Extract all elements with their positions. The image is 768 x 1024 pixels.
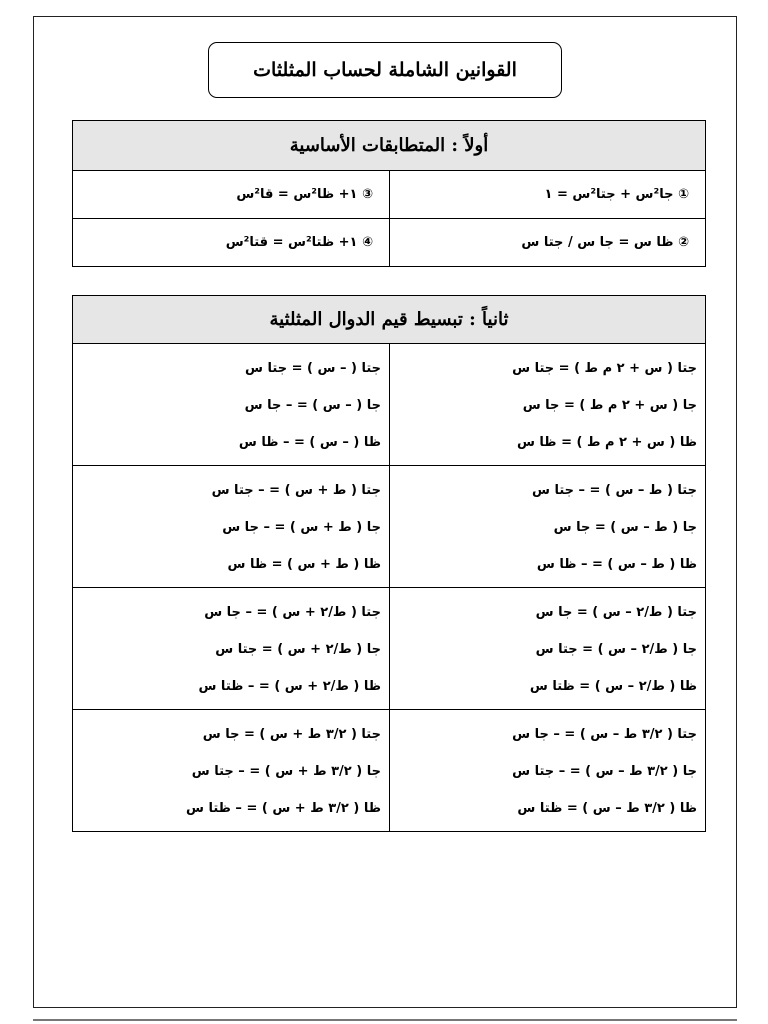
formula-line: جتا ( س + ٢ م ط ) = جتا س bbox=[512, 361, 697, 376]
bottom-rule bbox=[33, 1019, 737, 1021]
table-row bbox=[73, 709, 705, 831]
formula-line: جا ( س + ٢ م ط ) = جا س bbox=[522, 398, 697, 413]
formula-line: ظا ( ط/٢ + س ) = – ظتا س bbox=[198, 679, 381, 694]
formula-line: جا ( ط/٢ + س ) = جتا س bbox=[215, 642, 381, 657]
table-row bbox=[73, 465, 705, 587]
formula-cell bbox=[73, 466, 389, 587]
formula-line: ظا ( ٣/٢ ط + س ) = – ظتا س bbox=[186, 801, 381, 816]
formula-line: جتا ( ط – س ) = – جتا س bbox=[531, 483, 697, 498]
formula-line: ظا ( – س ) = – ظا س bbox=[238, 435, 381, 450]
formula-line: جا ( ط + س ) = – جا س bbox=[222, 520, 381, 535]
formula-line: جتا ( ٣/٢ ط + س ) = جا س bbox=[202, 727, 381, 742]
formula-line: جتا ( ط + س ) = – جتا س bbox=[211, 483, 381, 498]
section-heading: ثانياً : تبسيط قيم الدوال المثلثية bbox=[73, 296, 705, 344]
formula-line: ظا ( ط + س ) = ظا س bbox=[227, 557, 381, 572]
section-heading: أولاً : المتطابقات الأساسية bbox=[73, 121, 705, 171]
formula-cell bbox=[73, 710, 389, 831]
formula-line: جتا ( ط/٢ + س ) = – جا س bbox=[204, 605, 381, 620]
page-title: القوانين الشاملة لحساب المثلثات bbox=[208, 42, 562, 98]
simplification-table bbox=[72, 295, 706, 832]
identity-cell: ④ ١+ ظتا²س = قتا²س bbox=[225, 235, 373, 250]
formula-line: جتا ( ٣/٢ ط – س ) = – جا س bbox=[512, 727, 697, 742]
table-row bbox=[73, 218, 705, 266]
table-row bbox=[73, 344, 705, 465]
formula-line: ظا ( ٣/٢ ط – س ) = ظتا س bbox=[517, 801, 697, 816]
formula-line: جا ( ٣/٢ ط – س ) = – جتا س bbox=[512, 764, 697, 779]
formula-line: ظا ( ط/٢ – س ) = ظتا س bbox=[529, 679, 697, 694]
basic-identities-table bbox=[72, 120, 706, 267]
formula-line: جتا ( ط/٢ – س ) = جا س bbox=[535, 605, 697, 620]
identity-cell: ② ظا س = جا س / جتا س bbox=[389, 219, 705, 266]
formula-cell bbox=[389, 588, 705, 709]
identity-cell: ① جا²س + جتا²س = ١ bbox=[389, 171, 705, 218]
table-row bbox=[73, 587, 705, 709]
formula-cell bbox=[389, 466, 705, 587]
formula-line: جا ( – س ) = – جا س bbox=[244, 398, 381, 413]
formula-line: جا ( ٣/٢ ط + س ) = – جتا س bbox=[191, 764, 381, 779]
formula-cell bbox=[389, 344, 705, 465]
formula-cell bbox=[73, 344, 389, 465]
formula-cell bbox=[73, 588, 389, 709]
formula-line: ظا ( س + ٢ م ط ) = ظا س bbox=[516, 435, 697, 450]
identity-cell: ③ ١+ ظا²س = قا²س bbox=[236, 187, 373, 202]
formula-line: جتا ( – س ) = جتا س bbox=[245, 361, 381, 376]
table-row bbox=[73, 171, 705, 218]
formula-line: جا ( ط – س ) = جا س bbox=[553, 520, 697, 535]
formula-cell bbox=[389, 710, 705, 831]
formula-line: ظا ( ط – س ) = – ظا س bbox=[536, 557, 697, 572]
formula-line: جا ( ط/٢ – س ) = جتا س bbox=[535, 642, 697, 657]
